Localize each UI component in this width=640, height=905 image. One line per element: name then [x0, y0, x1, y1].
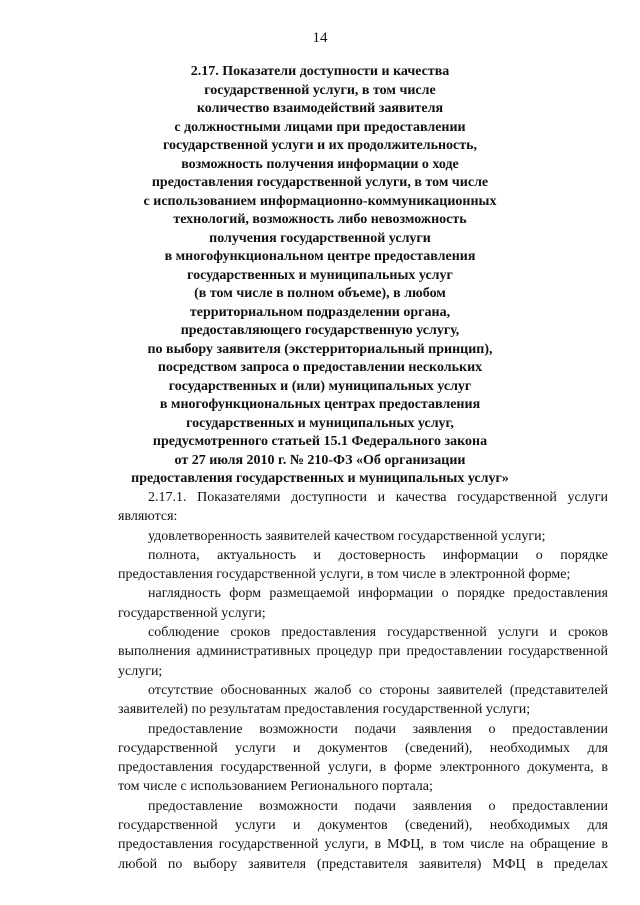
heading-line: получения государственной услуги [209, 230, 431, 246]
text-line: предоставление возможности подачи заявления о предоставлении [148, 798, 608, 814]
text-line: выполнения административных процедур при предоставлении государственной [118, 644, 608, 660]
text-line: предоставления государственной услуги, в форме электронного документа, в [118, 760, 608, 776]
heading-line: от 27 июля 2010 г. № 210-ФЗ «Об организации [174, 452, 466, 468]
heading-line: государственных и муниципальных услуг, [186, 415, 454, 431]
paragraph-mfc-submission [118, 797, 608, 874]
heading-line: государственных и муниципальных услуг [187, 267, 453, 283]
paragraph-2-17-1 [118, 488, 608, 527]
text-line: являются: [118, 509, 178, 525]
heading-line: (в том числе в полном объеме), в любом [194, 286, 446, 301]
heading-line: предоставления государственной услуги, в том числе [151, 175, 489, 190]
body-text [118, 488, 608, 874]
paragraph-complaints [118, 681, 608, 720]
paragraph-satisfaction [118, 527, 608, 546]
heading-line: территориальном подразделении органа, [189, 304, 451, 320]
text-line: удовлетворенность заявителей качеством государственной услуги; [148, 528, 546, 544]
heading-line: в многофункциональном центре предоставления [164, 249, 476, 264]
text-line: предоставления государственной услуги, в МФЦ, в том числе на обращение в [118, 837, 608, 853]
text-line: государственной услуги и документов (сведений), необходимых для [118, 818, 608, 834]
text-line: том числе с использованием Регионального портала; [118, 779, 433, 795]
text-line: любой по выбору заявителя (представителя заявителя) МФЦ в пределах [118, 856, 608, 872]
heading-line: с использованием информационно-коммуникационных [143, 193, 497, 209]
heading-line: государственных и (или) муниципальных услуг [168, 378, 472, 394]
text-line: услуги; [118, 663, 163, 679]
text-line: соблюдение сроков предоставления государственной услуги и сроков [148, 625, 608, 641]
heading-line: с должностными лицами при предоставлении [174, 119, 466, 135]
heading-line: количество взаимодействий заявителя [196, 101, 444, 116]
text-line: предоставление возможности подачи заявления о предоставлении [148, 721, 608, 737]
page-number: 14 [312, 30, 328, 46]
paragraph-electronic-submission [118, 720, 608, 797]
paragraph-visibility [118, 584, 608, 623]
heading-line: государственной услуги и их продолжительность, [162, 138, 478, 153]
heading-line: 2.17. Показатели доступности и качества [190, 64, 450, 79]
text-line: отсутствие обоснованных жалоб со стороны заявителей (представителей [148, 682, 608, 698]
text-line: 2.17.1. Показателями доступности и качества государственной услуги [148, 490, 608, 505]
heading-line: в многофункциональных центрах предоставления [159, 397, 481, 412]
text-line: полнота, актуальность и достоверность информации о порядке [148, 547, 608, 563]
text-line: заявителей) по результатам предоставления государственной услуги; [118, 702, 531, 718]
heading-line: предоставляющего государственную услугу, [180, 323, 460, 338]
paragraph-deadlines [118, 623, 608, 681]
heading-line: государственной услуги, в том числе [204, 82, 436, 98]
paragraph-completeness [118, 546, 608, 585]
heading-line: предоставления государственных и муниципальных услуг» [131, 471, 509, 486]
text-line: предоставления государственной услуги, в том числе в электронной форме; [118, 567, 571, 583]
heading-line: технологий, возможность либо невозможность [173, 212, 467, 227]
text-line: наглядность форм размещаемой информации о порядке предоставления [148, 586, 608, 602]
heading-line: по выбору заявителя (экстерриториальный принцип), [147, 341, 493, 357]
heading-line: возможность получения информации о ходе [181, 156, 459, 172]
text-line: государственной услуги и документов (сведений), необходимых для [118, 740, 608, 756]
heading-line: предусмотренного статьей 15.1 Федерального закона [152, 434, 488, 449]
heading-line: посредством запроса о предоставлении нескольких [157, 360, 483, 375]
text-line: государственной услуги; [118, 605, 266, 621]
section-heading [100, 63, 540, 489]
